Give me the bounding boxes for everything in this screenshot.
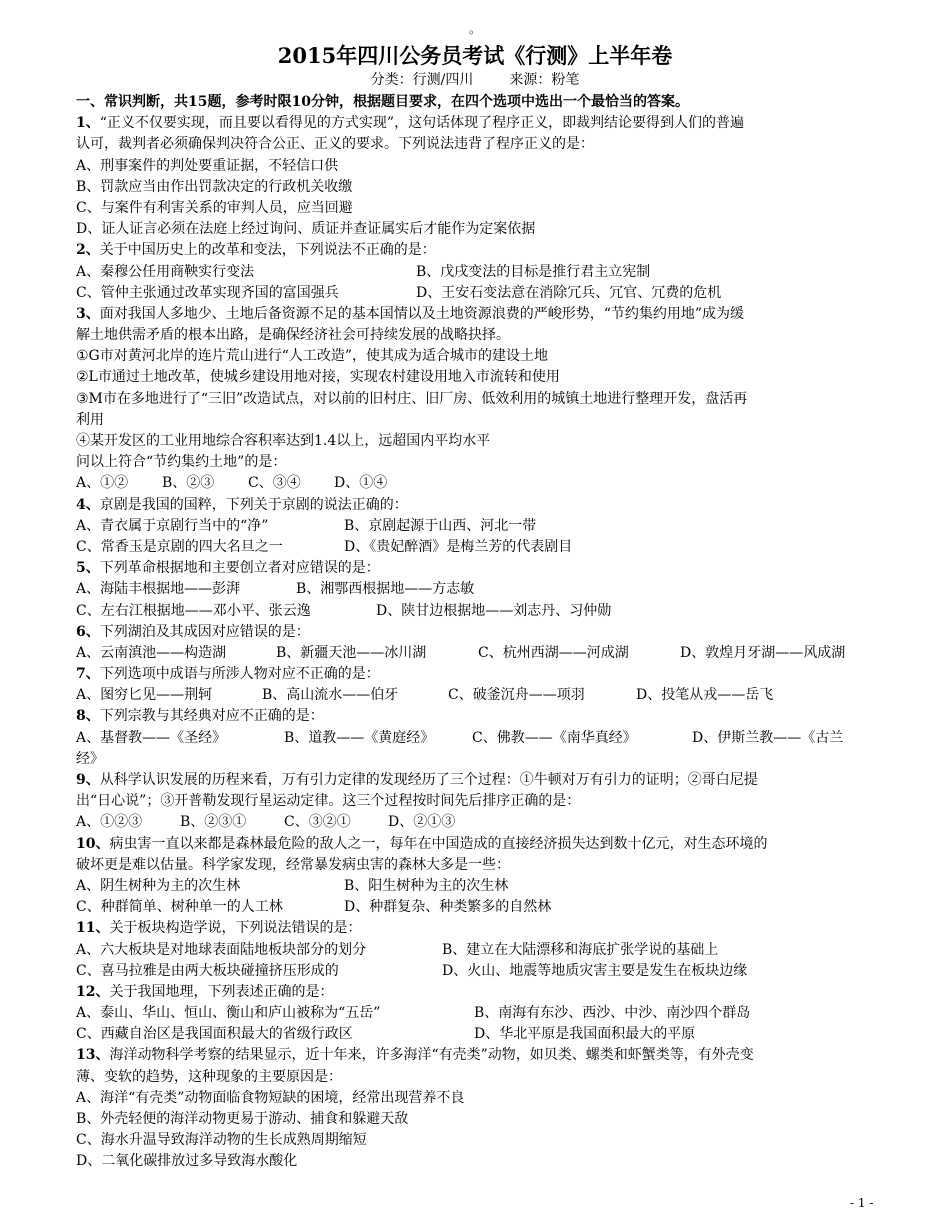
question-13-option-d: D、二氧化碳排放过多导致海水酸化 bbox=[76, 1153, 298, 1170]
question-11-option-c: C、喜马拉雅是由两大板块碰撞挤压形成的 bbox=[76, 962, 339, 979]
top-mark: 。 bbox=[468, 22, 481, 36]
question-13-option-c: C、海水升温导致海洋动物的生长成熟周期缩短 bbox=[76, 1132, 367, 1149]
document-title: 2015年四川公务员考试《行测》上半年卷 bbox=[277, 43, 673, 68]
section-heading: 一、常识判断，共15题，参考时限10分钟，根据题目要求，在四个选项中选出一个最恰当的答案。 bbox=[76, 94, 689, 110]
question-12-options-ab bbox=[76, 1003, 876, 1024]
question-13-stem-cont: 薄、变软的趋势，这种现象的主要原因是： bbox=[76, 1068, 342, 1085]
question-number: 13、 bbox=[76, 1047, 110, 1064]
question-text: 关于我国地理，下列表述正确的是： bbox=[109, 983, 334, 1000]
question-10-option-a: A、阴生树种为主的次生林 bbox=[76, 877, 241, 894]
question-6-option-c: C、杭州西湖——河成湖 bbox=[478, 644, 629, 661]
question-12-option-c: C、西藏自治区是我国面积最大的省级行政区 bbox=[76, 1026, 353, 1043]
question-5-option-a: A、海陆丰根据地——彭湃 bbox=[76, 581, 241, 598]
question-4-stem bbox=[76, 495, 876, 516]
question-12-option-d: D、华北平原是我国面积最大的平原 bbox=[474, 1026, 696, 1043]
question-10-option-c: C、种群简单、树种单一的人工林 bbox=[76, 899, 283, 916]
question-text: 下列湖泊及其成因对应错误的是： bbox=[99, 623, 310, 640]
question-9-option-d: D、②①③ bbox=[388, 814, 456, 831]
question-6-option-b: B、新疆天池——冰川湖 bbox=[276, 644, 427, 661]
question-list bbox=[76, 92, 876, 1173]
question-10-options-ab bbox=[76, 876, 876, 897]
question-12-options-cd bbox=[76, 1024, 876, 1045]
question-5-option-c: C、左右江根据地——邓小平、张云逸 bbox=[76, 602, 311, 619]
question-8-option-a: A、基督教——《圣经》 bbox=[76, 729, 227, 746]
question-3-option-d: D、①④ bbox=[334, 475, 388, 492]
question-3-item-3: ③M市在多地进行了“三旧”改造试点，对以前的旧村庄、旧厂房、低效利用的城镇土地进行整理开发，盘活再 bbox=[76, 390, 748, 407]
question-3-option-a: A、①② bbox=[76, 475, 129, 492]
question-8-option-d: D、伊斯兰教——《古兰 bbox=[692, 729, 844, 746]
document-meta bbox=[0, 70, 950, 90]
question-11-option-a: A、六大板块是对地球表面陆地板块部分的划分 bbox=[76, 941, 367, 958]
question-2-option-b: B、戊戌变法的目标是推行君主立宪制 bbox=[416, 263, 651, 280]
question-3-question: 问以上符合“节约集约土地”的是： bbox=[76, 454, 287, 471]
question-1-option-b: B、罚款应当由作出罚款决定的行政机关收缴 bbox=[76, 178, 353, 195]
question-4-option-a: A、青衣属于京剧行当中的“净” bbox=[76, 517, 269, 534]
question-9-option-c: C、③②① bbox=[284, 814, 351, 831]
question-3-stem-cont: 解土地供需矛盾的根本出路，是确保经济社会可持续发展的战略抉择。 bbox=[76, 327, 510, 344]
question-13-stem bbox=[76, 1045, 876, 1066]
question-3-item-3-cont: 利用 bbox=[76, 411, 104, 428]
question-9-stem bbox=[76, 770, 876, 791]
question-11-options-cd bbox=[76, 961, 876, 982]
question-7-option-b: B、高山流水——伯牙 bbox=[262, 687, 399, 704]
question-2-options-ab bbox=[76, 262, 876, 283]
question-text: 面对我国人多地少、土地后备资源不足的基本国情以及土地资源浪费的严峻形势，“节约集约用地”成为缓 bbox=[99, 305, 745, 322]
question-8-option-c: C、佛教——《南华真经》 bbox=[472, 729, 637, 746]
question-number: 3、 bbox=[76, 305, 100, 322]
question-2-stem bbox=[76, 240, 876, 261]
question-4-option-c: C、常香玉是京剧的四大名旦之一 bbox=[76, 538, 283, 555]
question-7-stem bbox=[76, 664, 876, 685]
question-text: 下列选项中成语与所涉人物对应不正确的是： bbox=[99, 666, 380, 683]
question-text: 关于中国历史上的改革和变法，下列说法不正确的是： bbox=[99, 242, 436, 259]
question-9-options bbox=[76, 812, 876, 833]
question-11-options-ab bbox=[76, 940, 876, 961]
question-5-options-ab bbox=[76, 579, 876, 600]
question-7-options bbox=[76, 685, 876, 706]
question-2-options-cd bbox=[76, 283, 876, 304]
question-2-option-d: D、王安石变法意在消除冗兵、冗官、冗费的危机 bbox=[416, 284, 722, 301]
question-12-option-b: B、南海有东沙、西沙、中沙、南沙四个群岛 bbox=[474, 1005, 751, 1022]
question-5-option-d: D、陕甘边根据地——刘志丹、习仲勋 bbox=[376, 602, 612, 619]
question-3-options bbox=[76, 473, 876, 494]
question-10-stem-cont: 破坏更是难以估量。科学家发现，经常暴发病虫害的森林大多是一些： bbox=[76, 856, 510, 873]
question-4-option-b: B、京剧起源于山西、河北一带 bbox=[344, 517, 537, 534]
meta-category: 分类：行测/四川 bbox=[370, 72, 474, 88]
question-2-option-a: A、秦穆公任用商鞅实行变法 bbox=[76, 263, 255, 280]
question-number: 6、 bbox=[76, 623, 100, 640]
question-4-option-d: D、《贵妃醉酒》是梅兰芳的代表剧目 bbox=[344, 538, 573, 555]
question-9-option-b: B、②③① bbox=[180, 814, 247, 831]
question-text: “正义不仅要实现，而且要以看得见的方式实现”，这句话体现了程序正义，即裁判结论要得到人们的普遍 bbox=[99, 115, 745, 132]
question-number: 10、 bbox=[76, 835, 110, 852]
question-13-option-b: B、外壳轻便的海洋动物更易于游动、捕食和躲避天敌 bbox=[76, 1111, 409, 1127]
question-10-options-cd bbox=[76, 897, 876, 918]
question-10-stem bbox=[76, 834, 876, 855]
question-3-stem bbox=[76, 304, 876, 325]
question-12-option-a: A、泰山、华山、恒山、衡山和庐山被称为“五岳” bbox=[76, 1005, 381, 1022]
question-number: 5、 bbox=[76, 560, 100, 577]
question-8-options bbox=[76, 728, 876, 749]
question-10-option-d: D、种群复杂、种类繁多的自然林 bbox=[344, 899, 552, 916]
question-6-option-d: D、敦煌月牙湖——风成湖 bbox=[680, 644, 846, 661]
question-7-option-a: A、图穷匕见——荆轲 bbox=[76, 687, 213, 704]
question-text: 从科学认识发展的历程来看，万有引力定律的发现经历了三个过程：①牛顿对万有引力的证明；②哥白尼提 bbox=[99, 772, 758, 788]
question-text: 京剧是我国的国粹，下列关于京剧的说法正确的： bbox=[99, 496, 408, 513]
page-number: - 1 - bbox=[850, 1196, 874, 1210]
question-9-option-a: A、①②③ bbox=[76, 814, 143, 831]
question-3-option-c: C、③④ bbox=[248, 475, 301, 492]
question-9-stem-cont: 出“日心说”；③开普勒发现行星运动定律。这三个过程按时间先后排序正确的是： bbox=[76, 793, 581, 810]
question-2-option-c: C、管仲主张通过改革实现齐国的富国强兵 bbox=[76, 284, 339, 301]
question-1-stem-cont: 认可，裁判者必须确保判决符合公正、正义的要求。下列说法违背了程序正义的是： bbox=[76, 136, 594, 153]
question-4-options-cd bbox=[76, 537, 876, 558]
question-8-option-b: B、道教——《黄庭经》 bbox=[284, 729, 435, 746]
question-text: 海洋动物科学考察的结果显示，近十年来，许多海洋“有壳类”动物，如贝类、螺类和虾蟹类等，有外壳变 bbox=[109, 1047, 754, 1064]
question-number: 8、 bbox=[76, 708, 100, 725]
question-5-stem bbox=[76, 558, 876, 579]
question-12-stem bbox=[76, 982, 876, 1003]
question-6-stem bbox=[76, 622, 876, 643]
question-3-option-b: B、②③ bbox=[162, 475, 215, 492]
question-11-stem bbox=[76, 918, 876, 939]
question-5-option-b: B、湘鄂西根据地——方志敏 bbox=[296, 581, 475, 598]
question-number: 1、 bbox=[76, 115, 100, 132]
question-text: 关于板块构造学说，下列说法错误的是： bbox=[109, 920, 362, 937]
question-6-options bbox=[76, 643, 876, 664]
question-text: 下列宗教与其经典对应不正确的是： bbox=[99, 708, 324, 725]
question-10-option-b: B、阳生树种为主的次生林 bbox=[344, 877, 509, 894]
question-11-option-d: D、火山、地震等地质灾害主要是发生在板块边缘 bbox=[442, 962, 748, 979]
question-number: 9、 bbox=[76, 772, 100, 788]
question-number: 4、 bbox=[76, 496, 100, 513]
question-text: 下列革命根据地和主要创立者对应错误的是： bbox=[99, 560, 380, 577]
question-3-item-4: ④某开发区的工业用地综合容积率达到1.4以上，远超国内平均水平 bbox=[76, 433, 491, 449]
question-number: 7、 bbox=[76, 666, 100, 683]
question-1-stem bbox=[76, 113, 876, 134]
question-13-option-a: A、海洋“有壳类”动物面临食物短缺的困境，经常出现营养不良 bbox=[76, 1089, 465, 1106]
question-6-option-a: A、云南滇池——构造湖 bbox=[76, 644, 227, 661]
question-7-option-d: D、投笔从戎——岳飞 bbox=[636, 687, 774, 704]
question-number: 11、 bbox=[76, 920, 110, 937]
question-number: 2、 bbox=[76, 242, 100, 259]
question-3-item-2: ②L市通过土地改革，使城乡建设用地对接，实现农村建设用地入市流转和使用 bbox=[76, 369, 560, 386]
question-4-options-ab bbox=[76, 516, 876, 537]
question-1-option-a: A、刑事案件的判处要重证据，不轻信口供 bbox=[76, 157, 339, 174]
question-11-option-b: B、建立在大陆漂移和海底扩张学说的基础上 bbox=[442, 941, 719, 958]
question-5-options-cd bbox=[76, 601, 876, 622]
question-3-item-1: ①G市对黄河北岸的连片荒山进行“人工改造”，使其成为适合城市的建设土地 bbox=[76, 348, 549, 365]
meta-source: 来源：粉笔 bbox=[509, 72, 580, 88]
question-1-option-c: C、与案件有利害关系的审判人员，应当回避 bbox=[76, 199, 353, 216]
question-1-option-d: D、证人证言必须在法庭上经过询问、质证并查证属实后才能作为定案依据 bbox=[76, 221, 536, 238]
question-text: 病虫害一直以来都是森林最危险的敌人之一，每年在中国造成的直接经济损失达到数十亿元，对生态环境的 bbox=[109, 835, 768, 852]
question-8-stem bbox=[76, 706, 876, 727]
question-number: 12、 bbox=[76, 983, 110, 1000]
question-8-option-d-cont: 经》 bbox=[76, 750, 104, 767]
question-7-option-c: C、破釜沉舟——项羽 bbox=[448, 687, 585, 704]
